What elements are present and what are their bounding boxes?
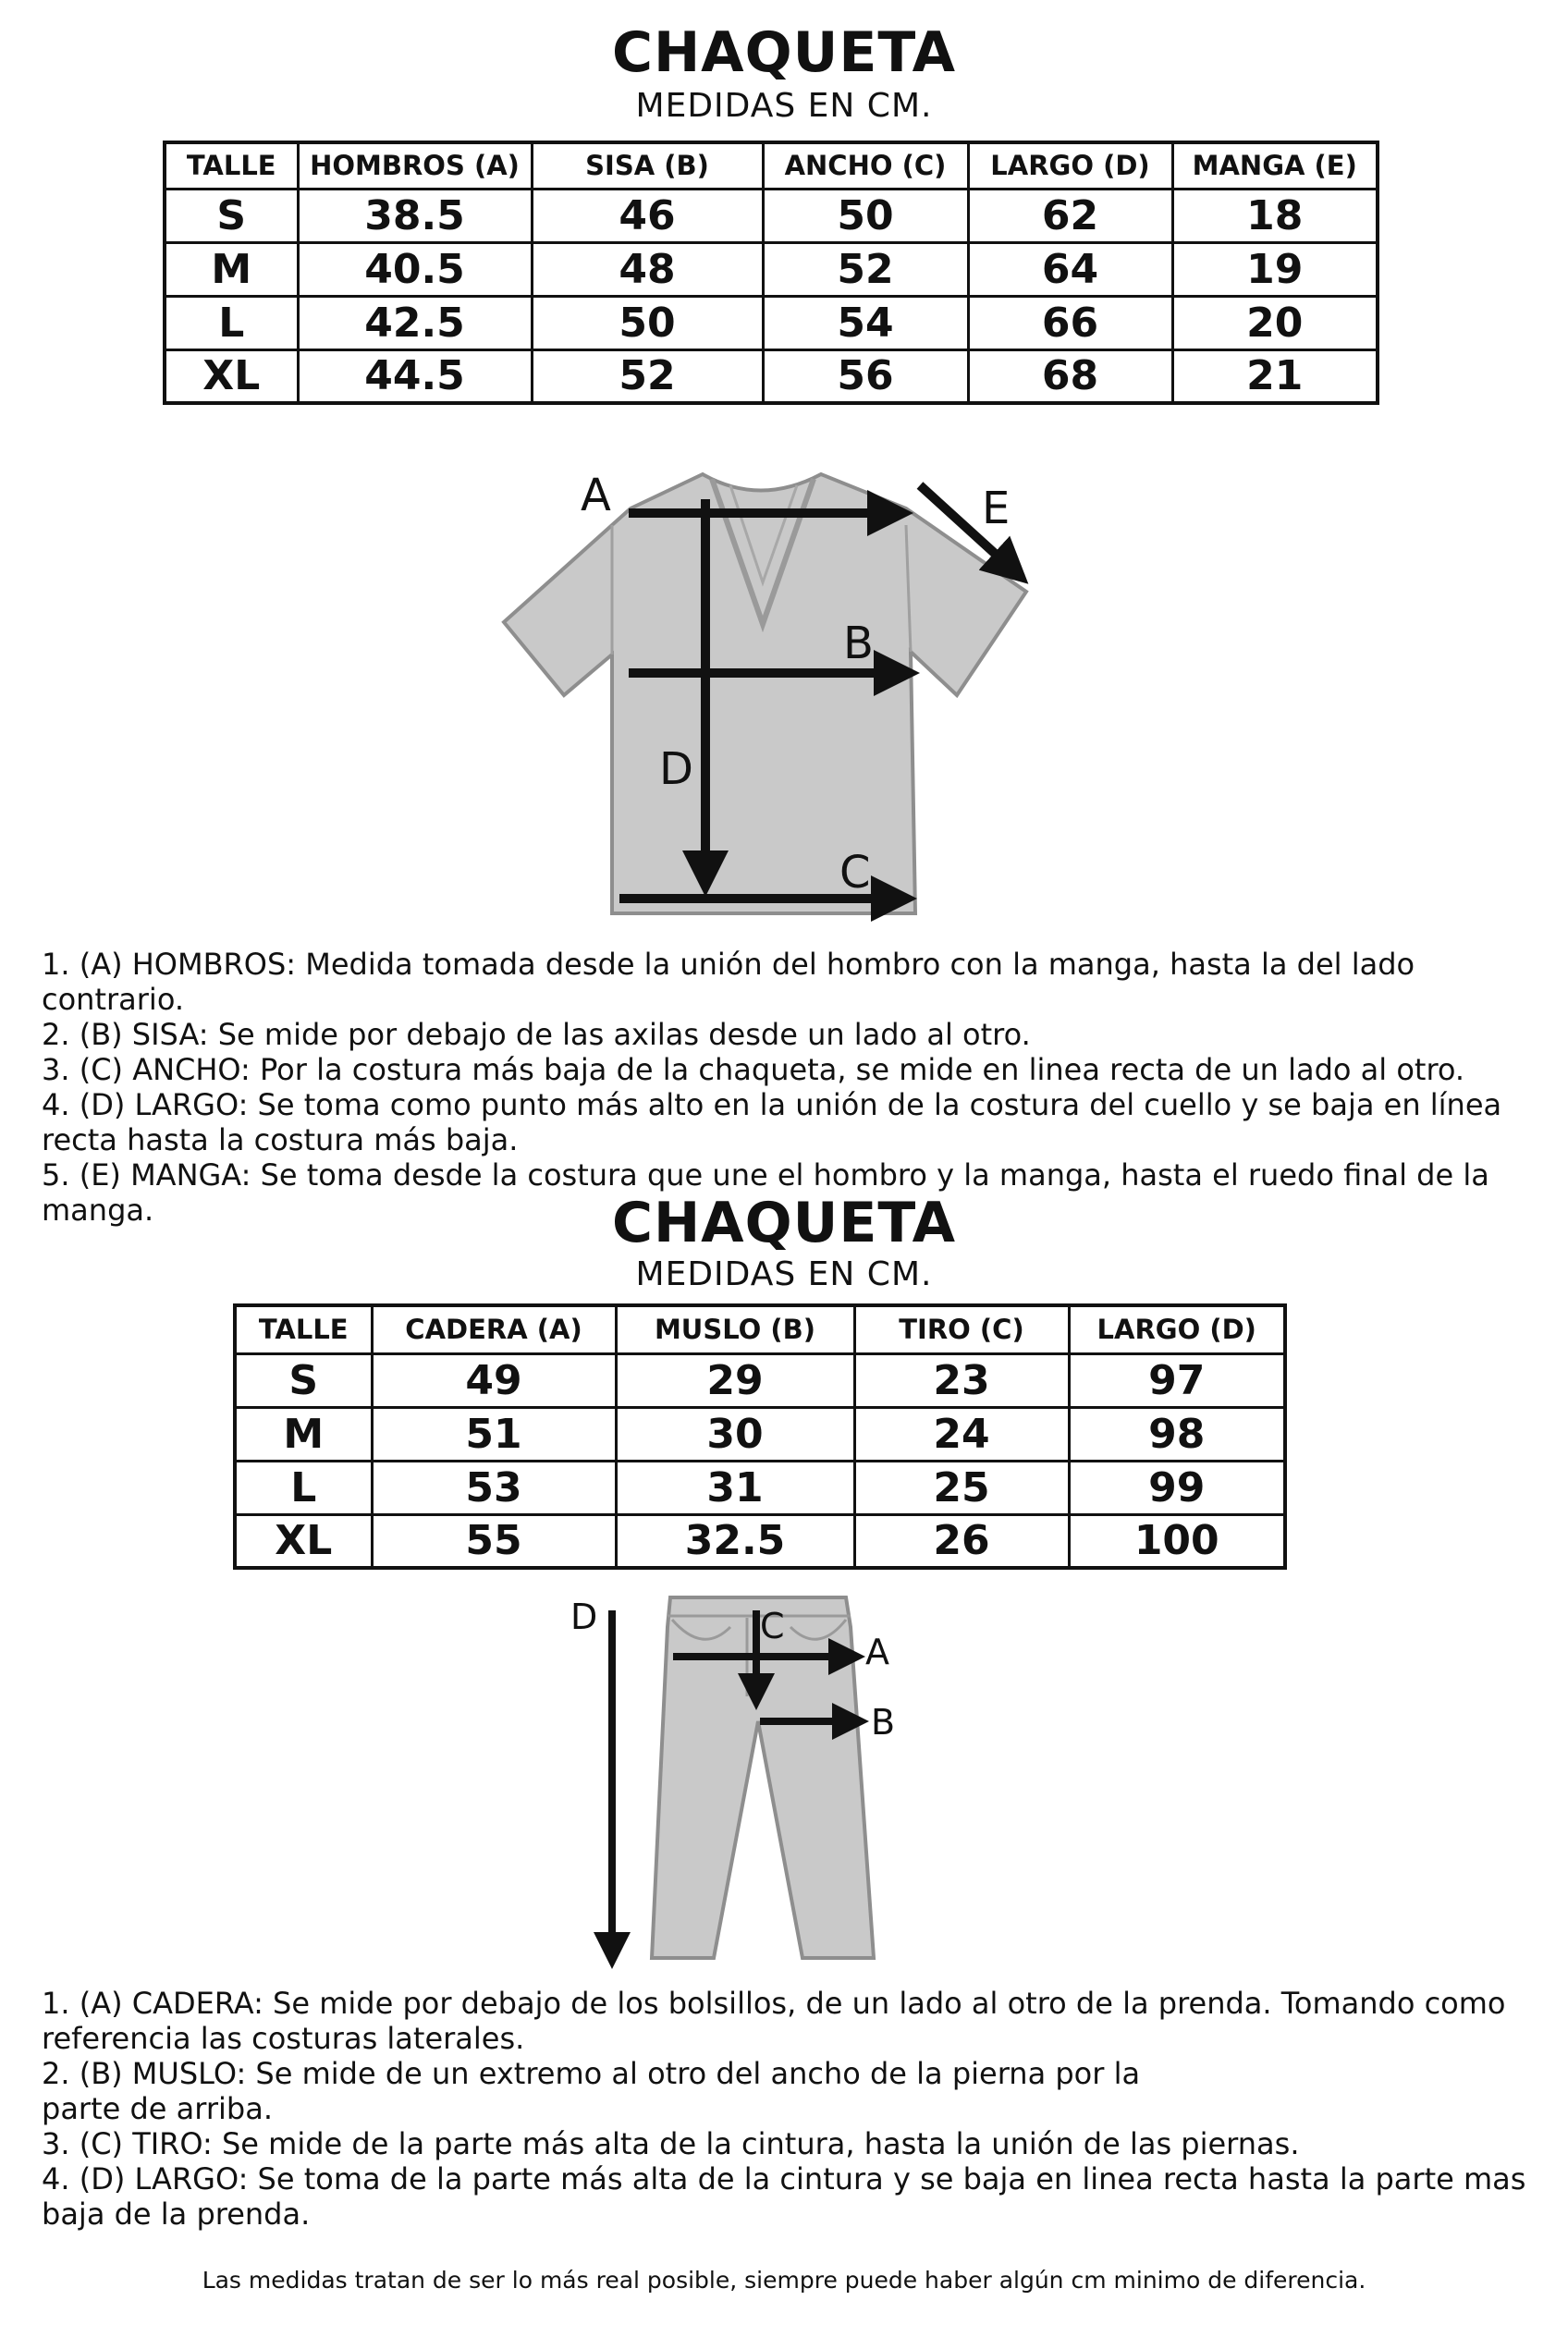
- table-row: [235, 1461, 1285, 1514]
- cell-size: S: [235, 1353, 372, 1407]
- label-c: C: [839, 847, 871, 899]
- jacket-title: CHAQUETA: [611, 20, 957, 85]
- cell-value: 18: [1172, 189, 1378, 242]
- cell-value: 29: [616, 1353, 854, 1407]
- cell-value: 50: [763, 189, 968, 242]
- note-item: 3. (C) TIRO: Se mide de la parte más alta de la cintura, hasta la unión de las piernas.: [42, 2126, 1300, 2161]
- header-ancho: ANCHO (C): [763, 142, 968, 189]
- header-manga: MANGA (E): [1172, 142, 1378, 189]
- pants-subtitle: MEDIDAS EN CM.: [635, 1255, 933, 1293]
- shirt-shape: [504, 474, 1026, 913]
- cell-value: 52: [763, 242, 968, 296]
- cell-value: 42.5: [298, 296, 532, 349]
- table-row: [235, 1407, 1285, 1461]
- cell-size: M: [235, 1407, 372, 1461]
- cell-value: 100: [1069, 1514, 1285, 1568]
- cell-value: 99: [1069, 1461, 1285, 1514]
- pants-shape: [652, 1597, 874, 1958]
- cell-value: 62: [968, 189, 1172, 242]
- cell-value: 20: [1172, 296, 1378, 349]
- cell-value: 32.5: [616, 1514, 854, 1568]
- note-item: 1. (A) CADERA: Se mide por debajo de los bolsillos, de un lado al otro de la prenda. Tomando como referencia las costuras laterales.: [42, 1986, 1506, 2056]
- header-hombros: HOMBROS (A): [298, 142, 532, 189]
- pants-notes: [42, 1986, 1539, 2232]
- table-header-row: [235, 1305, 1285, 1353]
- header-tiro: TIRO (C): [854, 1305, 1069, 1353]
- label-e: E: [982, 483, 1011, 534]
- footer-disclaimer: Las medidas tratan de ser lo más real posible, siempre puede haber algún cm minimo de diferencia.: [202, 2267, 1366, 2294]
- note-item: 2. (B) SISA: Se mide por debajo de las axilas desde un lado al otro.: [42, 1017, 1031, 1052]
- cell-value: 48: [532, 242, 763, 296]
- header-talle: TALLE: [165, 142, 298, 189]
- cell-value: 49: [372, 1353, 616, 1407]
- label-d: D: [659, 743, 693, 795]
- header-muslo: MUSLO (B): [616, 1305, 854, 1353]
- cell-value: 38.5: [298, 189, 532, 242]
- pants-diagram: [0, 1572, 1568, 1978]
- note-item: 1. (A) HOMBROS: Medida tomada desde la unión del hombro con la manga, hasta la del lado contrario.: [42, 947, 1415, 1017]
- cell-value: 56: [763, 349, 968, 403]
- cell-value: 26: [854, 1514, 1069, 1568]
- note-item: 4. (D) LARGO: Se toma de la parte más alta de la cintura y se baja en linea recta hasta la parte mas baja de la prenda.: [42, 2161, 1526, 2232]
- header-talle: TALLE: [235, 1305, 372, 1353]
- cell-size: L: [235, 1461, 372, 1514]
- label-b: B: [871, 1702, 896, 1743]
- jacket-diagram: [0, 0, 1568, 934]
- table-row: [235, 1353, 1285, 1407]
- pants-size-table: [233, 1303, 1287, 1570]
- cell-value: 40.5: [298, 242, 532, 296]
- cell-value: 97: [1069, 1353, 1285, 1407]
- cell-value: 46: [532, 189, 763, 242]
- jacket-subtitle: MEDIDAS EN CM.: [635, 87, 933, 125]
- header-largo: LARGO (D): [1069, 1305, 1285, 1353]
- cell-value: 66: [968, 296, 1172, 349]
- cell-value: 19: [1172, 242, 1378, 296]
- cell-value: 24: [854, 1407, 1069, 1461]
- note-item: 4. (D) LARGO: Se toma como punto más alto en la unión de la costura del cuello y se baja en línea recta hasta la costura más baja.: [42, 1087, 1502, 1157]
- note-item: 2. (B) MUSLO: Se mide de un extremo al otro del ancho de la pierna por la: [42, 2056, 1141, 2091]
- cell-value: 23: [854, 1353, 1069, 1407]
- cell-value: 50: [532, 296, 763, 349]
- cell-value: 54: [763, 296, 968, 349]
- note-item: 3. (C) ANCHO: Por la costura más baja de la chaqueta, se mide en linea recta de un lado al otro.: [42, 1052, 1465, 1087]
- cell-value: 31: [616, 1461, 854, 1514]
- header-sisa: SISA (B): [532, 142, 763, 189]
- cell-size: S: [165, 189, 298, 242]
- cell-value: 55: [372, 1514, 616, 1568]
- label-d: D: [570, 1597, 598, 1637]
- cell-size: M: [165, 242, 298, 296]
- cell-value: 64: [968, 242, 1172, 296]
- pants-title: CHAQUETA: [611, 1191, 957, 1255]
- cell-value: 21: [1172, 349, 1378, 403]
- cell-size: XL: [165, 349, 298, 403]
- cell-value: 68: [968, 349, 1172, 403]
- cell-value: 30: [616, 1407, 854, 1461]
- label-c: C: [760, 1606, 785, 1646]
- cell-value: 51: [372, 1407, 616, 1461]
- cell-value: 25: [854, 1461, 1069, 1514]
- label-b: B: [843, 618, 874, 669]
- table-row: [235, 1514, 1285, 1568]
- header-cadera: CADERA (A): [372, 1305, 616, 1353]
- cell-value: 44.5: [298, 349, 532, 403]
- jacket-notes: [42, 947, 1539, 1228]
- label-a: A: [581, 470, 611, 521]
- header-largo: LARGO (D): [968, 142, 1172, 189]
- cell-value: 53: [372, 1461, 616, 1514]
- cell-value: 98: [1069, 1407, 1285, 1461]
- cell-value: 52: [532, 349, 763, 403]
- cell-size: XL: [235, 1514, 372, 1568]
- note-item: 5. (E) MANGA: Se toma desde la costura que une el hombro y la manga, hasta el ruedo final de la manga.: [42, 1157, 1489, 1228]
- label-a: A: [865, 1632, 889, 1672]
- cell-size: L: [165, 296, 298, 349]
- note-item: parte de arriba.: [42, 2091, 273, 2126]
